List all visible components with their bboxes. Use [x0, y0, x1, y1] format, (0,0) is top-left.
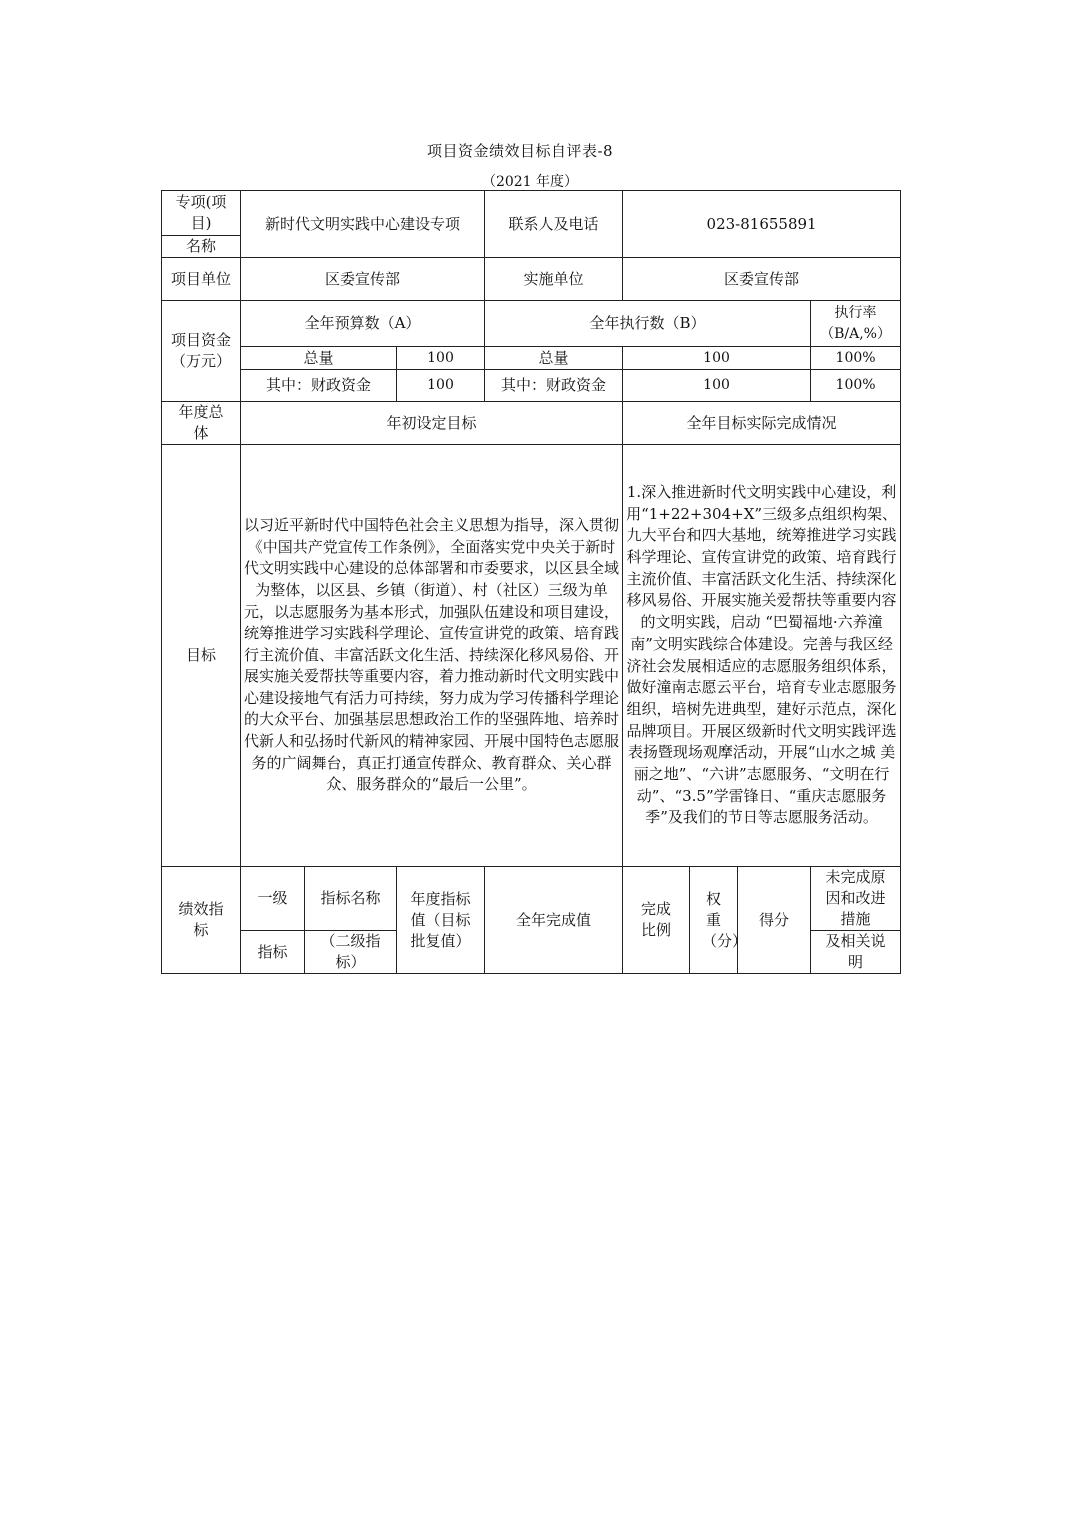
project-unit-value: 区委宣传部 [241, 258, 485, 301]
total-execution-value: 100 [623, 347, 811, 370]
fiscal-funds-label: 其中：财政资金 [241, 370, 397, 402]
actual-completion-header: 全年目标实际完成情况 [623, 402, 901, 445]
fiscal-execution-value: 100 [623, 370, 811, 402]
annual-indicator-value-header: 年度指标值（目标批复值） [397, 867, 485, 974]
project-unit-label: 项目单位 [162, 258, 241, 301]
level1-cell [241, 867, 305, 974]
page-title: 项目资金绩效目标自评表-8 [426, 142, 614, 160]
level1-sub-label: 指标 [257, 942, 288, 961]
fiscal-execution-rate: 100% [811, 370, 901, 402]
indicator-name-cell [305, 867, 397, 974]
performance-indicator-label: 绩效指标 [162, 867, 241, 974]
indicator-name-label: 指标名称 [305, 867, 396, 931]
reason-cell [811, 867, 901, 974]
contact-phone-value: 023-81655891 [623, 191, 901, 258]
page-year: （2021 年度） [481, 174, 579, 190]
weight-header: 权重（分） [690, 867, 738, 974]
fiscal-budget-value: 100 [397, 370, 485, 402]
initial-goals-text: 以习近平新时代中国特色社会主义思想为指导，深入贯彻《中国共产党宣传工作条例》，全面落实党中央关于新时代文明实践中心建设的总体部署和市委要求，以区县全域为整体，以区县、乡镇（街道）、村（社区）三级为单元，以志愿服务为基本形式，加强队伍建设和项目建设，统筹推进学习实践科学理论、宣传宣讲党的政策、培育践行主流价值、丰富活跃文化生活、持续深化移风易俗、开展实施关爱帮扶等重要内容，着力推动新时代文明实践中心建设接地气有活力可持续，努力成为学习传播科学理论的大众平台、加强基层思想政治工作的坚强阵地、培养时代新人和弘扬时代新风的精神家园、开展中国特色志愿服务的广阔舞台，真正打通宣传群众、教育群众、关心群众、服务群众的“最后一公里”。 [241, 445, 623, 867]
self-evaluation-table [161, 190, 901, 974]
project-unit-row [162, 258, 901, 301]
score-header: 得分 [738, 867, 811, 974]
actual-completion-text: 1.深入推进新时代文明实践中心建设，利用“1+22+304+X”三级多点组织构架、九大平台和四大基地，统筹推进学习实践科学理论、宣传宣讲党的政策、培育践行主流价值、丰富活跃文化生活、持续深化移风易俗、开展实施关爱帮扶等重要内容的文明实践，启动 “巴蜀福地·六养潼南”文明实践综合体建设。完善与我区经济社会发展相适应的志愿服务组织体系，做好潼南志愿云平台，培育专业志愿服务组织，培树先进典型，建好示范点，深化品牌项目。开展区级新时代文明实践评选表扬暨现场观摩活动，开展“山水之城 美丽之地”、“六讲”志愿服务、“文明在行动”、“3.5”学雷锋日、“重庆志愿服务季”及我们的节日等志愿服务活动。 [623, 445, 901, 867]
unfinished-reason-label: 未完成原因和改进措施 [811, 867, 900, 931]
goals-content-row [162, 445, 901, 867]
level1-label: 一级 [241, 867, 304, 931]
total-execution-rate: 100% [811, 347, 901, 370]
funds-total-row [162, 347, 901, 370]
completion-ratio-header: 完成比例 [623, 867, 690, 974]
project-funds-label: 项目资金（万元） [162, 301, 241, 402]
project-name-value: 新时代文明实践中心建设专项 [241, 191, 485, 258]
execution-rate-header: 执行率（B/A,%） [811, 301, 901, 347]
total-budget-value: 100 [397, 347, 485, 370]
initial-goals-header: 年初设定目标 [241, 402, 623, 445]
funds-header-row [162, 301, 901, 347]
performance-header-row [162, 867, 901, 974]
total-execution-label: 总量 [485, 347, 623, 370]
annual-completed-value-header: 全年完成值 [485, 867, 623, 974]
contact-label: 联系人及电话 [485, 191, 623, 258]
goal-label: 目标 [162, 445, 241, 867]
goals-header-row [162, 402, 901, 445]
related-notes-label: 及相关说明 [825, 932, 886, 971]
implementing-unit-value: 区委宣传部 [623, 258, 901, 301]
implementing-unit-label: 实施单位 [485, 258, 623, 301]
fiscal-execution-label: 其中：财政资金 [485, 370, 623, 402]
indicator-name-sub-label: （二级指标） [320, 932, 381, 971]
project-name-label: 专项(项目) [162, 191, 240, 236]
annual-overall-label: 年度总体 [162, 402, 241, 445]
project-name-row [162, 191, 901, 258]
project-name-label-cell [162, 191, 241, 258]
funds-fiscal-row [162, 370, 901, 402]
project-name-label-suffix: 名称 [185, 237, 216, 255]
total-label: 总量 [241, 347, 397, 370]
annual-execution-header: 全年执行数（B） [485, 301, 811, 347]
annual-budget-header: 全年预算数（A） [241, 301, 485, 347]
